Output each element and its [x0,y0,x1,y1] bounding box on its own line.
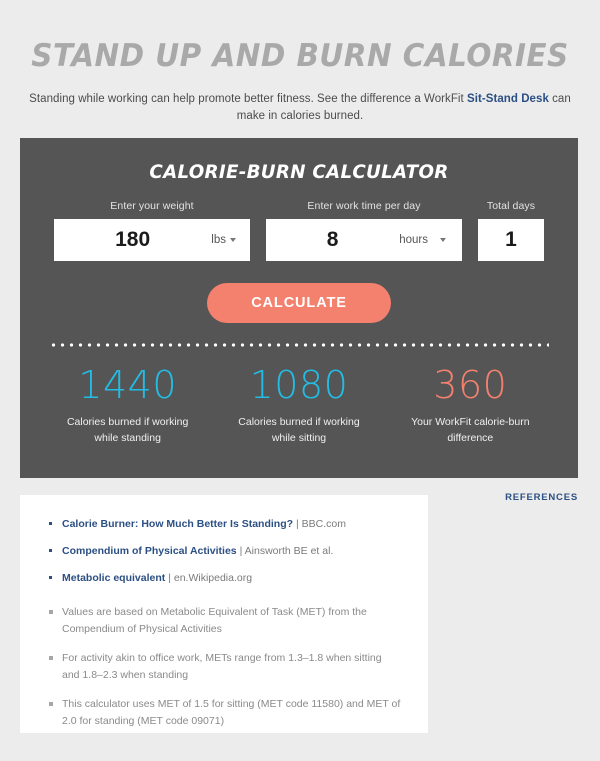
weight-input[interactable] [54,228,211,252]
worktime-input[interactable] [266,228,399,252]
result-standing-caption: Calories burned if working while standing [66,416,189,444]
worktime-unit-select[interactable] [399,234,462,246]
result-difference-caption: Your WorkFit calorie-burn difference [411,416,530,444]
weight-input-box[interactable] [54,219,250,261]
reference-link[interactable]: Calorie Burner: How Much Better Is Standing? [62,518,294,530]
dotted-divider [49,343,549,347]
list-item: For activity akin to office work, METs range from 1.3–1.8 when sitting and 1.8–2.3 when standing [46,650,402,684]
calculate-button[interactable]: CALCULATE [207,283,391,323]
worktime-label: Enter work time per day [307,200,421,212]
result-standing [42,363,213,446]
chevron-down-icon [440,238,446,242]
result-difference [385,363,556,446]
list-item [46,517,402,531]
list-item [46,571,402,585]
worktime-field-group [266,200,462,261]
reference-source: | en.Wikipedia.org [168,572,253,584]
days-field-group [478,200,544,261]
sit-stand-desk-link[interactable]: Sit-Stand Desk [467,93,549,105]
notes-list [46,604,402,730]
references-list [46,517,402,585]
weight-unit-select[interactable] [211,234,250,246]
days-label: Total days [486,200,536,212]
references-card [20,495,428,733]
reference-source: | BBC.com [295,518,346,530]
reference-link[interactable]: Compendium of Physical Activities [62,545,237,557]
page-title: STAND UP AND BURN CALORIES [31,38,569,74]
hero-subtitle-text-after: can make in calories burned. [236,93,571,122]
result-sitting [213,363,384,446]
result-sitting-value: 1080 [249,363,349,407]
worktime-input-box[interactable] [266,219,462,261]
weight-unit-label: lbs [211,234,226,246]
reference-link[interactable]: Metabolic equivalent [62,572,166,584]
chevron-down-icon [230,238,236,242]
references-heading: REFERENCES [505,492,578,503]
hero-subtitle [26,91,574,124]
weight-label: Enter your weight [110,200,194,212]
calculator-fields [20,200,578,261]
calculate-button-wrap [20,283,578,323]
list-item [46,544,402,558]
hero-section [0,0,600,124]
result-sitting-caption: Calories burned if working while sitting [238,416,360,444]
reference-source: | Ainsworth BE et al. [239,545,334,557]
calculator-title: CALORIE-BURN CALCULATOR [149,161,449,183]
days-input-box[interactable] [478,219,544,261]
results-row [20,363,578,446]
list-item: Values are based on Metabolic Equivalent of Task (MET) from the Compendium of Physical Activities [46,604,402,638]
result-standing-value: 1440 [78,363,178,407]
calculator-panel [20,138,578,478]
result-difference-value: 360 [433,363,508,407]
worktime-unit-label: hours [399,234,428,246]
list-item: This calculator uses MET of 1.5 for sitting (MET code 11580) and MET of 2.0 for standing (MET code 09071) [46,696,402,730]
days-input[interactable] [478,227,544,253]
hero-subtitle-text-before: Standing while working can help promote better fitness. See the difference a WorkFit [29,93,468,105]
weight-field-group [54,200,250,261]
